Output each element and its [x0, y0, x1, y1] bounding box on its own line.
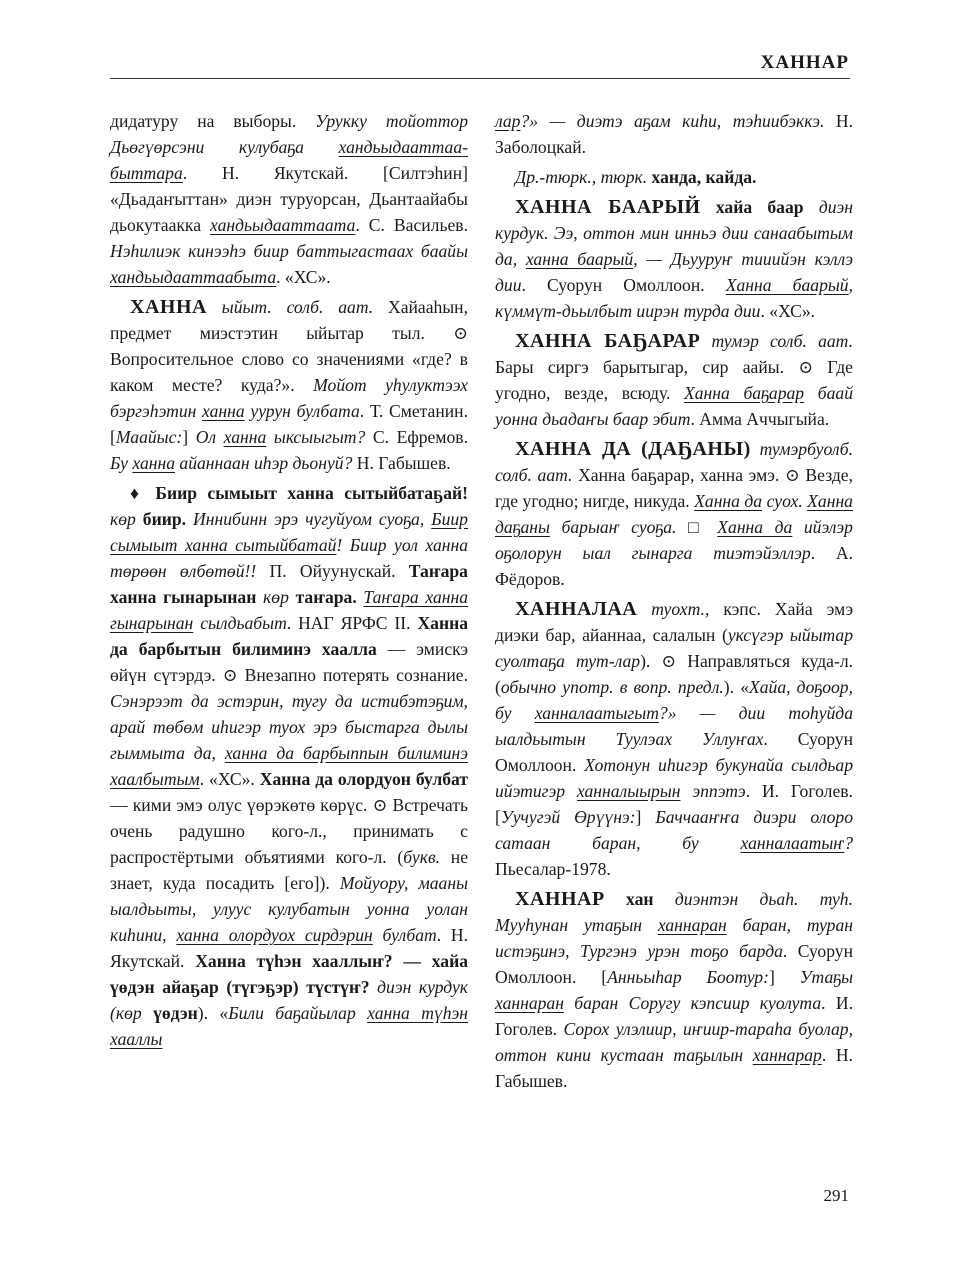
entry-text: Ханна да барбытын билиминэ хаалла	[110, 613, 469, 659]
headword: ХАННАЛАА	[515, 598, 638, 620]
entry-text: уурун булбата	[244, 401, 360, 421]
entry-text: көр	[256, 587, 296, 607]
entry-text: суох.	[762, 491, 808, 511]
dictionary-entry	[495, 436, 853, 592]
entry-text: хандьыдааттаабыттара	[110, 137, 468, 183]
entry-text: ханна	[223, 427, 267, 447]
entry-text: ! Биир уол ханна төрөөн өлбөтөй!!	[110, 535, 469, 581]
entry-text: , кэпс. Хайа эмэ диэки бар, айаннаа, салалын (	[495, 599, 853, 645]
entry-text: . А. Фёдоров.	[495, 543, 853, 589]
entry-text: Ханна даҕаны	[495, 491, 853, 537]
entry-text: Ханна да	[694, 491, 763, 511]
entry-text: Ханна баҕарар	[684, 383, 805, 403]
entry-text: баран Соругу кэпсиир куолута	[563, 993, 822, 1013]
entry-text: сылдьабыт	[193, 613, 287, 633]
entry-text: ханна олордуох сирдэрин	[176, 925, 373, 945]
entry-text: хайа баар	[715, 197, 804, 217]
dictionary-entry	[495, 886, 853, 1094]
entry-text: Мойот уһулуктээх бэргэһэтин	[110, 375, 468, 421]
entry-text: Бары сиргэ барытыгар, сир аайы. ⊙ Где угодно, везде, всюду.	[495, 357, 853, 403]
entry-continuation	[110, 108, 468, 290]
entry-text: Нэһилиэк кинээһэ биир баттыгастаах баайы	[110, 241, 468, 261]
entry-text: айаннаан иһэр дьонуй?	[175, 453, 353, 473]
entry-text	[605, 889, 626, 909]
entry-text: . Суорун Омоллоон.	[521, 275, 726, 295]
entry-text: туохт.	[637, 599, 705, 619]
entry-text: ]	[182, 427, 196, 447]
dictionary-entry	[110, 480, 468, 1052]
entry-text: □	[676, 517, 718, 537]
dictionary-entry	[495, 194, 853, 324]
entry-text: Таҥара ханна гынарынан	[110, 561, 468, 607]
entry-text: таҥара.	[295, 587, 357, 607]
dictionary-entry	[495, 328, 853, 432]
entry-text: уксүгэр ыйытар суолтаҕа тут-лар	[495, 625, 854, 671]
entry-text: Др.-тюрк., тюрк.	[515, 167, 648, 187]
entry-text: ханда, кайда.	[651, 167, 757, 187]
entry-text: барыаҥ суоҕа.	[549, 517, 677, 537]
entry-text: Ханна да олордуон булбат	[259, 769, 468, 789]
entry-text: эппэтэ	[680, 781, 746, 801]
entry-text: Баччааҥҥа диэри олоро сатаан баран, бу	[495, 807, 853, 853]
entry-text: . Суорун Омоллоон.	[495, 729, 853, 775]
entry-text: диэн курдук (көр	[110, 977, 469, 1023]
entry-text: ханналыырын	[576, 781, 681, 801]
entry-text: баай уонна дьадаҥы баар эбит	[495, 383, 853, 429]
entry-text: ]	[635, 807, 656, 827]
entry-text: ?» — дии тоһуйда ыалдьытын Туулэах Уллуҥах	[495, 703, 854, 749]
entry-text: ханнарар	[752, 1045, 822, 1065]
entry-text: . Суорун Омоллоон. [	[495, 941, 853, 987]
dictionary-entry	[495, 596, 853, 882]
entry-text: ♦ Биир сымыыт ханна сытыйбатаҕай!	[130, 483, 468, 503]
header-rule	[110, 78, 850, 79]
entry-text: Ханна баҕарар, ханна эмэ. ⊙ Везде, где угодно; нигде, никуда.	[495, 465, 853, 511]
entry-text: ханна баарый	[525, 249, 634, 269]
entry-text: биир.	[142, 509, 187, 529]
entry-text: ханнаран	[657, 915, 727, 935]
entry-text: ). «	[197, 1003, 229, 1023]
entry-text: Уучугэй Өрүүнэ:	[500, 807, 636, 827]
entry-text: Таҥара ханна гынарынан	[110, 587, 469, 633]
entry-text: . Н. Габышев.	[495, 1045, 853, 1091]
headword: ХАННАР	[515, 888, 605, 910]
entry-text: ыксыыгыт?	[266, 427, 366, 447]
entry-text: . Н. Якутскай.	[110, 925, 469, 971]
entry-text: . «ХС».	[760, 301, 816, 321]
entry-text: үөдэн	[153, 1003, 198, 1023]
entry-text: П. Ойуунускай.	[256, 561, 409, 581]
entry-text: ханнаран	[495, 993, 564, 1013]
entry-text: Бу	[110, 453, 133, 473]
entry-text: Ханна баарый	[725, 275, 849, 295]
entry-text: хандьыдааттаабыта	[110, 267, 277, 287]
entry-text: ?» — диэтэ аҕам киһи, тэһиибэккэ.	[520, 111, 825, 131]
entry-text: диэн курдук. Ээ, оттон мин инньэ дии санаабытым да,	[495, 197, 853, 269]
entry-text: ханналаатыгыт	[534, 703, 659, 723]
entry-text: . И. Гоголев.	[495, 993, 853, 1039]
entry-text: ханна	[202, 401, 245, 421]
entry-text: Н. Заболоцкай.	[495, 111, 853, 157]
entry-text: Били баҕайылар	[228, 1003, 368, 1023]
entry-text: не знает, куда посадить [его]).	[110, 847, 469, 893]
entry-text: хан	[626, 889, 654, 909]
entry-text: Хайа, доҕоор, бу	[495, 677, 853, 723]
entry-text: ]	[768, 967, 800, 987]
entry-text: . «ХС».	[276, 267, 331, 287]
headword: ХАННА	[130, 296, 207, 318]
entry-text: , күммүт-дьылбыт иирэн турда дии	[495, 275, 853, 321]
entry-text: лар	[495, 111, 521, 131]
entry-text: көр	[110, 509, 143, 529]
dictionary-entry	[110, 294, 468, 476]
headword: ХАННА БААРЫЙ	[515, 196, 701, 218]
headword: ХАННА ДА (ДАҔАНЫ)	[515, 438, 751, 460]
entry-text: обычно употр. в вопр. предл.	[500, 677, 724, 697]
entry-text: ). ⊙ Направляться куда-л. (	[495, 651, 853, 697]
entry-text: ханна түһэн хааллы	[110, 1003, 468, 1049]
entry-text: . С. Васильев.	[355, 215, 468, 235]
entry-text: Ханна да	[717, 517, 793, 537]
entry-text: Ол	[195, 427, 224, 447]
entry-text: Хотонун иһигэр букунайа сылдьар ийэтигэр	[495, 755, 853, 801]
entry-text: . Амма Аччыгыйа.	[690, 409, 830, 429]
entry-text: Утаҕы	[799, 967, 853, 987]
entry-text: ханна	[132, 453, 176, 473]
entry-text: букв.	[403, 847, 440, 867]
entry-text: — эмискэ өйүн сүтэрдэ. ⊙ Внезапно потерять сознание.	[110, 639, 468, 685]
entry-text: ханна да барбыппын билиминэ хаалбытым	[110, 743, 468, 789]
entry-text	[701, 197, 716, 217]
entry-text: ?	[844, 833, 853, 853]
entry-continuation	[495, 108, 853, 160]
dictionary-entry	[495, 164, 853, 190]
entry-text: булбат	[372, 925, 437, 945]
entry-text: ыйыт. солб. аат.	[206, 297, 374, 317]
entry-text: ханналаатыҥ	[740, 833, 845, 853]
entry-text: Сэнэрээт да эстэрин, тугу да истибэтэҕим, арай төбөм иһигэр туох эрэ быстарга дылы гыммыта да,	[110, 691, 468, 763]
entry-text: тумэр солб. аат.	[700, 331, 853, 351]
entry-text: . Н. Якутскай. [Силтэһин] «Дьадаҥыттан» диэн туруорсан, Дьантаайабы дьокутаакка	[110, 163, 468, 235]
entry-text: хандьыдааттаата	[210, 215, 356, 235]
entry-text: . Т. Сметанин. [	[110, 401, 468, 447]
entry-text: дидатуру на выборы.	[110, 111, 316, 131]
left-column	[110, 108, 468, 1056]
entry-text: ). «	[723, 677, 749, 697]
entry-text: Пьесалар-1978.	[495, 859, 611, 879]
entry-text: Хайааһын, предмет миэстэтин ыйытар тыл. ⊙ Вопросительное слово со значениями «где? в каком месте? куда?».	[110, 297, 468, 395]
entry-text: Ханна түһэн хааллыҥ? — хайа үөдэн айаҕар (түгэҕэр) түстүҥ?	[110, 951, 468, 997]
entry-text: баран, туран истэҕинэ, Тургэнэ урэн тоҕо барда	[495, 915, 853, 961]
entry-text: тумэрбуолб. солб. аат.	[495, 439, 853, 485]
entry-text: Урукку тойоттор Дьөгүөрсэни кулубаҕа	[110, 111, 468, 157]
entry-text: диэнтэн дьаһ. туһ. Мууһунан утаҕын	[495, 889, 853, 935]
entry-text: Иннибинн эрэ чугуйуом суоҕа,	[186, 509, 432, 529]
right-column	[495, 108, 853, 1098]
page-number: 291	[823, 1186, 849, 1205]
entry-text: Биир сымыыт ханна сытыйбатай	[110, 509, 468, 555]
entry-text: . «ХС».	[199, 769, 260, 789]
entry-text: , — Дьууруҥ тииийэн кэллэ дии	[495, 249, 853, 295]
entry-text: ийэлэр оҕолорун ыал гынарга тиэтэйэллэр	[495, 517, 853, 563]
entry-text: . И. Гоголев. [	[495, 781, 853, 827]
entry-text: Мойуору, мааны ыалдьыты, улуус кулубатын уонна уолан киһини,	[110, 873, 468, 945]
entry-text: . НАГ ЯРФС II.	[286, 613, 418, 633]
entry-text: Анньыһар Боотур:	[607, 967, 769, 987]
entry-text: С. Ефремов.	[365, 427, 468, 447]
entry-text: Сорох улэлиир, иҥиир-тараһа буолар, оттон кини кустаан таҕылын	[495, 1019, 853, 1065]
headword: ХАННА БАҔАРАР	[515, 330, 701, 352]
entry-text: — кими эмэ олус үөрэкөтө көрүс. ⊙ Встречать очень радушно кого-л., принимать с распростёртыми объятиями кого-л. (	[110, 795, 468, 867]
entry-text: Маайыс:	[115, 427, 183, 447]
running-head: ХАННАР	[760, 52, 849, 73]
entry-text: Н. Габышев.	[352, 453, 451, 473]
